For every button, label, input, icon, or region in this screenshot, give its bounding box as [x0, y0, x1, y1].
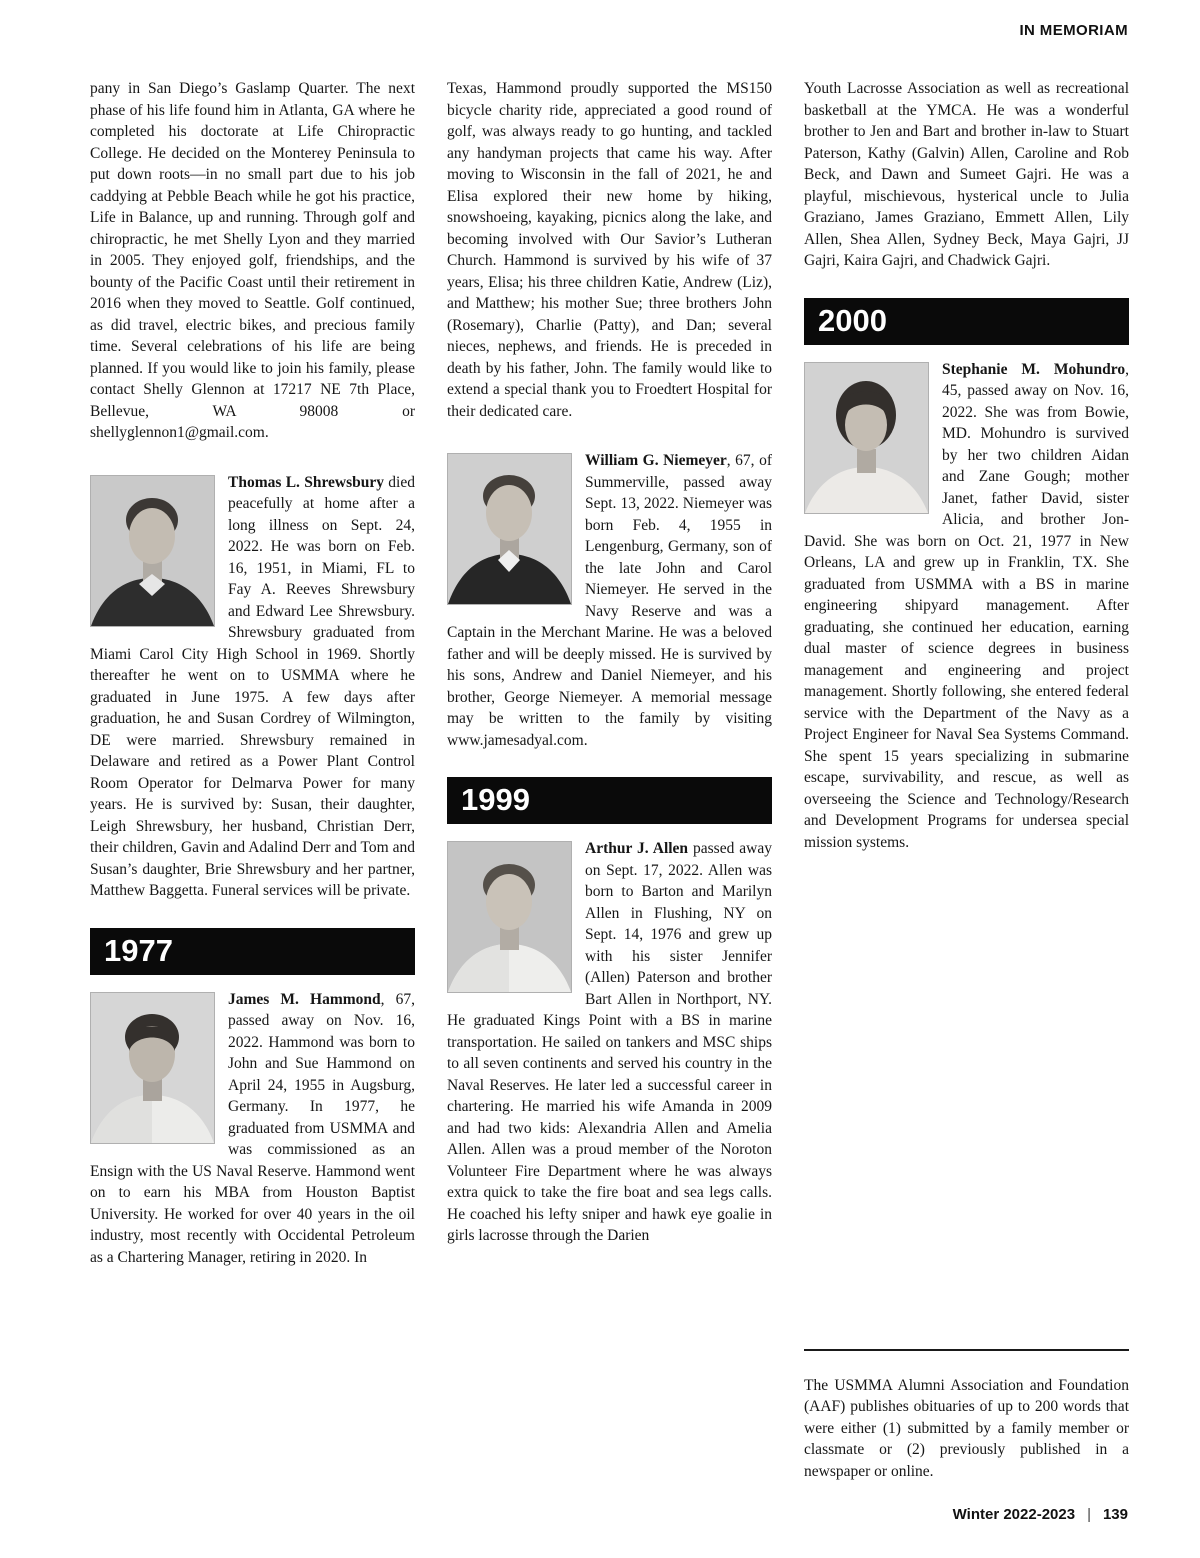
obituary-allen	[447, 838, 772, 1247]
portrait-photo-niemeyer	[447, 453, 572, 605]
year-header-1977	[90, 928, 415, 975]
footer-page-number: 139	[1102, 1506, 1128, 1523]
year-header-2000	[804, 298, 1129, 345]
column-1	[90, 78, 415, 1482]
obituary-shrewsbury	[90, 472, 415, 902]
year-label-2000: 2000	[818, 302, 887, 338]
obituary-hammond	[90, 989, 415, 1269]
obit-body-hammond: , 67, passed away on Nov. 16, 2022. Hammond was born to John and Sue Hammond on April 24, 1955 in Augsburg, Germany. In 1977, he graduated from USMMA and was commissioned as an Ensign with the US Naval Reserve. Hammond went on to earn his MBA from Houston Baptist University. He worked for over 40 years in the oil industry, most recently with Occidental Petroleum as a Chartering Manager, retiring in 2020. In	[90, 990, 415, 1266]
portrait-photo-allen	[447, 841, 572, 993]
page-footer	[953, 1506, 1128, 1523]
obit-body-allen: passed away on Sept. 17, 2022. Allen was born to Barton and Marilyn Allen in Flushing, NY on Sept. 14, 1976 and grew up with his sister Jennifer (Allen) Paterson and brother Bart Allen in Northport, NY. He graduated Kings Point with a BS in marine transportation. He sailed on tankers and MSC ships to all seven continents and served his country in the Naval Reserves. He later led a successful career in chartering. He married his wife Amanda in 2009 and had two kids: Alexandria Allen and Amelia Allen. Allen was a proud member of the Noroton Volunteer Fire Department where he was always extra quick to take the fire boat and sea legs calls. He coached his lefty sniper and hawk eye goalie in girls lacrosse through the Darien	[447, 840, 772, 1244]
column-layout	[90, 78, 1129, 1482]
obit-name-hammond: James M. Hammond	[228, 990, 381, 1008]
column-3	[804, 78, 1129, 1482]
obituary-mohundro	[804, 359, 1129, 854]
obit-body-shrewsbury: died peacefully at home after a long illness on Sept. 24, 2022. He was born on Feb. 16, 1951, in Miami, FL to Fay A. Reeves Shrewsbury and Edward Lee Shrewsbury. Shrewsbury graduated from Miami Carol City High School in 1969. Shortly thereafter he went on to USMMA where he graduated in June 1975. A few days after graduation, he and Susan Cordrey of Wilmington, DE were married. Shrewsbury remained in Delaware and retired as a Power Plant Control Room Operator for Delmarva Power for many years. He is survived by: Susan, their daughter, Leigh Shrewsbury, her husband, Christian Derr, their children, Gavin and Adalind Derr and Tom and Susan’s daughter, Brie Shrewsbury and her partner, Matthew Baggetta. Funeral services will be private.	[90, 473, 415, 899]
footer-issue: Winter 2022-2023	[952, 1506, 1076, 1523]
obituary-continuation-allen: Youth Lacrosse Association as well as recreational basketball at the YMCA. He was a wonderful brother to Jen and Bart and brother in-law to Stuart Paterson, Kathy (Galvin) Allen, Caroline and Rob Beck, and Dawn and Sumeet Gajri. He was a playful, mischievous, hysterical uncle to Julia Graziano, James Graziano, Emmett Allen, Lily Allen, Shea Allen, Sydney Beck, Maya Gajri, JJ Gajri, Kaira Gajri, and Chadwick Gajri.	[804, 80, 1129, 269]
obituary-niemeyer	[447, 450, 772, 751]
section-header: IN MEMORIAM	[1019, 22, 1128, 39]
year-header-1999	[447, 777, 772, 824]
year-label-1977: 1977	[104, 932, 173, 968]
obit-body-mohundro: , 45, passed away on Nov. 16, 2022. She was from Bowie, MD. Mohundro is survived by her two children Aidan and Zane Gough; mother Janet, father David, sister Alicia, and brother Jon-David. She was born on Oct. 21, 1977 in New Orleans, LA and grew up in Franklin, TX. She graduated from USMMA with a BS in marine engineering shipyard management. After graduating, she continued her education, earning dual master of science degrees in business management and engineering and project management. Shortly following, she entered federal service with the Department of the Navy as a Project Engineer for Naval Sea Systems Command. She spent 15 years specializing in submarine escape, survivability, and rescue, as well as overseeing the Science and Technology/Research and Development Programs for undersea special mission systems.	[804, 360, 1129, 851]
aaf-note-text: The USMMA Alumni Association and Foundation (AAF) publishes obituaries of up to 200 words that were either (1) submitted by a family member or classmate or (2) previously published in a newspaper or online.	[804, 1376, 1129, 1480]
obituary-continuation-hammond: Texas, Hammond proudly supported the MS150 bicycle charity ride, appreciated a good round of golf, was always ready to go hunting, and tackled any handyman projects that came his way. After moving to Wisconsin in the fall of 2021, he and Elisa explored their new home by hiking, snowshoeing, kayaking, picnics along the lake, and becoming involved with Our Savior’s Lutheran Church. Hammond is survived by his wife of 37 years, Elisa; his three children Katie, Andrew (Liz), and Matthew; his mother Sue; three brothers John (Rosemary), Charlie (Patty), and Dan; several nieces, nephews, and friends. He is preceded in death by his father, John. The family would like to extend a special thank you to Froedtert Hospital for their dedicated care.	[447, 80, 772, 420]
footer-separator: |	[1087, 1506, 1091, 1523]
obit-body-niemeyer: , 67, of Summerville, passed away Sept. 13, 2022. Niemeyer was born Feb. 4, 1955 in Lengenburg, Germany, son of the late John and Carol Niemeyer. He served in the Navy Reserve and was a Captain in the Merchant Marine. He was a beloved father and will be deeply missed. He is survived by his sons, Andrew and Daniel Niemeyer, and his brother, George Niemeyer. A memorial message may be written to the family by visiting www.jamesadyal.com.	[447, 452, 772, 749]
portrait-photo-mohundro	[804, 362, 929, 514]
obit-name-mohundro: Stephanie M. Mohundro	[942, 360, 1126, 378]
portrait-photo-hammond	[90, 992, 215, 1144]
portrait-photo-shrewsbury	[90, 475, 215, 627]
obituary-continuation-glennon: pany in San Diego’s Gaslamp Quarter. The next phase of his life found him in Atlanta, GA where he completed his doctorate at Life Chiropractic College. He decided on the Monterey Peninsula to put down roots—in no small part due to his job caddying at Pebble Beach while he got his practice, Life in Balance, up and running. Through golf and chiropractic, he met Shelly Lyon and they married in 2005. They enjoyed golf, friendships, and the bounty of the Pacific Coast until their retirement in 2016 when they moved to Seattle. Golf continued, as did travel, electric bikes, and precious family time. Several celebrations of his life are being planned. If you would like to join his family, please contact Shelly Glennon at 17217 NE 7th Place, Bellevue, WA 98008 or shellyglennon1@gmail.com.	[90, 80, 415, 441]
year-label-1999: 1999	[461, 782, 530, 817]
column-2	[447, 78, 772, 1482]
aaf-note-block	[804, 1349, 1129, 1483]
obit-name-niemeyer: William G. Niemeyer	[585, 452, 727, 469]
obit-name-allen: Arthur J. Allen	[585, 840, 689, 857]
obit-name-shrewsbury: Thomas L. Shrewsbury	[228, 473, 385, 491]
